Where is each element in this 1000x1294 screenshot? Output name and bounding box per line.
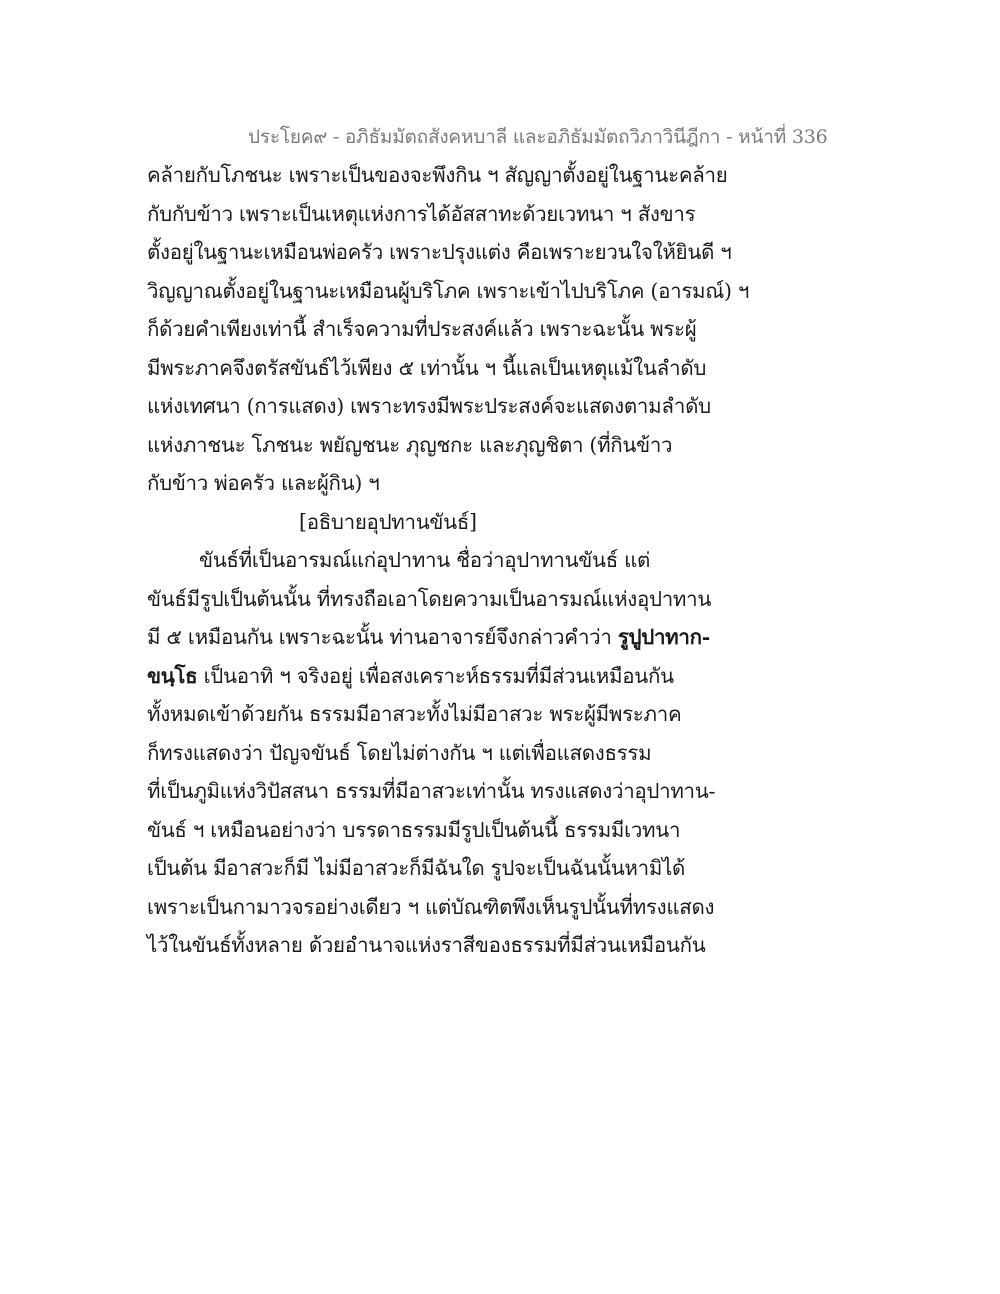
text-line: แห่งเทศนา (การแสดง) เพราะทรงมีพระประสงค์จะแสดงตามลำดับ xyxy=(147,394,711,418)
text-line: ไว้ในขันธ์ทั้งหลาย ด้วยอำนาจแห่งราสีของธรรมที่มีส่วนเหมือนกัน xyxy=(147,933,706,957)
text-line: กับข้าว พ่อครัว และผู้กิน) ฯ xyxy=(147,471,380,495)
text-segment: มี ๕ เหมือนกัน เพราะฉะนั้น ท่านอาจารย์จึงกล่าวคำว่า xyxy=(147,625,618,649)
text-line: คล้ายกับโภชนะ เพราะเป็นของจะพึงกิน ฯ สัญญาตั้งอยู่ในฐานะคล้าย xyxy=(147,163,728,187)
text-line: ตั้งอยู่ในฐานะเหมือนพ่อครัว เพราะปรุงแต่ง คือเพราะยวนใจให้ยินดี ฯ xyxy=(147,240,732,264)
text-line xyxy=(147,657,767,696)
text-line: วิญญาณตั้งอยู่ในฐานะเหมือนผู้บริโภค เพราะเข้าไปบริโภค (อารมณ์) ฯ xyxy=(147,278,750,303)
text-line: เป็นต้น มีอาสวะก็มี ไม่มีอาสวะก็มีฉันใด รูปจะเป็นฉันนั้นหามิได้ xyxy=(147,856,686,880)
paragraph-first-line: ขันธ์ที่เป็นอารมณ์แก่อุปาทาน ชื่อว่าอุปาทานขันธ์ แต่ xyxy=(199,548,651,572)
text-segment: เป็นอาทิ ฯ จริงอยู่ เพื่อสงเคราะห์ธรรมที่มีส่วนเหมือนกัน xyxy=(197,663,674,688)
text-line: ขันธ์ ฯ เหมือนอย่างว่า บรรดาธรรมมีรูปเป็นต้นนี้ ธรรมมีเวทนา xyxy=(147,817,681,842)
text-line: ก็ด้วยคำเพียงเท่านี้ สำเร็จความที่ประสงค์แล้ว เพราะฉะนั้น พระผู้ xyxy=(147,317,697,341)
text-line: ทั้งหมดเข้าด้วยกัน ธรรมมีอาสวะทั้งไม่มีอาสวะ พระผู้มีพระภาค xyxy=(147,702,682,726)
text-line: กับกับข้าว เพราะเป็นเหตุแห่งการได้อัสสาทะด้วยเวทนา ฯ สังขาร xyxy=(147,201,696,226)
document-body xyxy=(147,156,767,965)
text-line: ที่เป็นภูมิแห่งวิปัสสนา ธรรมที่มีอาสวะเท่านั้น ทรงแสดงว่าอุปาทาน- xyxy=(147,779,716,803)
text-line: เพราะเป็นกามาวจรอย่างเดียว ฯ แต่บัณฑิตพึงเห็นรูปนั้นที่ทรงแสดง xyxy=(147,894,715,919)
pali-term: รูปูปาทาก- xyxy=(617,625,710,649)
pali-term: ขนฺโธ xyxy=(147,663,198,688)
text-line: ขันธ์มีรูปเป็นต้นนั้น ที่ทรงถือเอาโดยความเป็นอารมณ์แห่งอุปาทาน xyxy=(147,586,712,611)
section-heading: [อธิบายอุปทานขันธ์] xyxy=(299,509,477,534)
page-header: ประโยค๙ - อภิธัมมัตถสังคหบาลี และอภิธัมมัตถวิภาวินีฎีกา - หน้าที่ 336 xyxy=(248,126,828,148)
text-line xyxy=(147,618,767,657)
text-line: ก็ทรงแสดงว่า ปัญจขันธ์ โดยไม่ต่างกัน ฯ แต่เพื่อแสดงธรรม xyxy=(147,740,652,765)
text-line: แห่งภาชนะ โภชนะ พยัญชนะ ภุญชกะ และภุญชิตา (ที่กินข้าว xyxy=(147,432,673,457)
text-line: มีพระภาคจึงตรัสขันธ์ไว้เพียง ๕ เท่านั้น ฯ นี้แลเป็นเหตุแม้ในลำดับ xyxy=(147,355,707,380)
